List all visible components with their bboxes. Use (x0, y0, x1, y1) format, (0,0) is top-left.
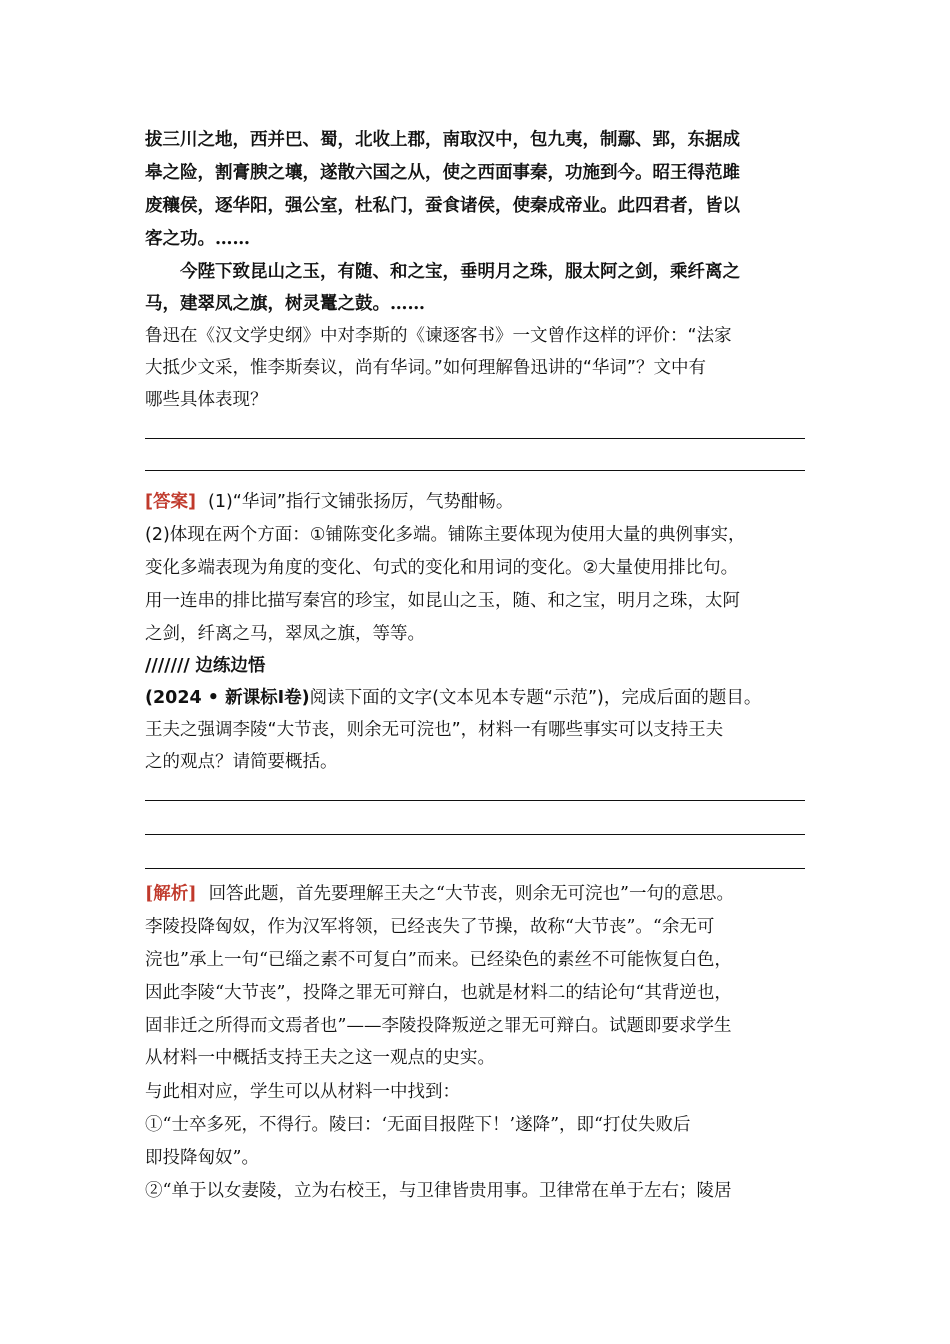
question-line: 哪些具体表现？ (145, 390, 268, 410)
answer-blank-line (145, 470, 805, 471)
question-line: 大抵少文采，惟李斯奏议，尚有华词。”如何理解鲁迅讲的“华词”？文中有 (145, 358, 706, 378)
answer-line: 之剑，纤离之马，翠凤之旗，等等。 (145, 624, 425, 644)
question-text: 阅读下面的文字(文本见本专题“示范”)，完成后面的题目。 (309, 688, 762, 708)
passage-line: 客之功。…… (145, 229, 250, 249)
passage-line: 马，建翠凤之旗，树灵鼍之鼓。…… (145, 294, 425, 314)
question-line: 王夫之强调李陵“大节丧，则余无可浣也”，材料一有哪些事实可以支持王夫 (145, 720, 724, 740)
question-source: (2024 • 新课标Ⅰ卷) (145, 688, 310, 708)
passage-line: 废穰侯，逐华阳，强公室，杜私门，蚕食诸侯，使秦成帝业。此四君者，皆以 (145, 196, 740, 216)
analysis-line: ②“单于以女妻陵，立为右校王，与卫律皆贵用事。卫律常在单于左右；陵居 (145, 1181, 732, 1201)
answer-line: (2)体现在两个方面：①铺陈变化多端。铺陈主要体现为使用大量的典例事实， (145, 525, 746, 545)
analysis-line: 浣也”承上一句“已缁之素不可复白”而来。已经染色的素丝不可能恢复白色， (145, 950, 732, 970)
section-title: 边练边悟 (195, 656, 266, 676)
passage-line: 今陛下致昆山之玉，有随、和之宝，垂明月之珠，服太阿之剑，乘纤离之 (180, 262, 740, 282)
question-line: 之的观点？请简要概括。 (145, 752, 338, 772)
answer-text: (1)“华词”指行文铺张扬厉，气势酣畅。 (208, 492, 514, 512)
analysis-line: 李陵投降匈奴，作为汉军将领，已经丧失了节操，故称“大节丧”。“余无可 (145, 917, 715, 937)
answer-line: 变化多端表现为角度的变化、句式的变化和用词的变化。②大量使用排比句。 (145, 558, 739, 578)
question-line: 鲁迅在《汉文学史纲》中对李斯的《谏逐客书》一文曾作这样的评价：“法家 (145, 326, 732, 346)
analysis-line: 因此李陵“大节丧”，投降之罪无可辩白，也就是材料二的结论句“其背逆也， (145, 983, 732, 1003)
answer-tag: [答案] (145, 492, 196, 512)
answer-line: 用一连串的排比描写秦宫的珍宝，如昆山之玉，随、和之宝，明月之珠，太阿 (145, 591, 740, 611)
question-line (145, 686, 815, 710)
section-slashes: /////// (145, 656, 190, 676)
passage-line: 拔三川之地，西并巴、蜀，北收上郡，南取汉中，包九夷，制鄢、郢，东据成 (145, 130, 740, 150)
analysis-text: 回答此题，首先要理解王夫之“大节丧，则余无可浣也”一句的意思。 (208, 884, 734, 904)
answer-blank-line (145, 438, 805, 439)
analysis-line (145, 882, 815, 906)
analysis-line: 固非迁之所得而文焉者也”——李陵投降叛逆之罪无可辩白。试题即要求学生 (145, 1016, 732, 1036)
answer-blank-line (145, 800, 805, 801)
answer-blank-line (145, 868, 805, 869)
analysis-line: ①“士卒多死，不得行。陵曰：‘无面目报陛下！’遂降”，即“打仗失败后 (145, 1115, 691, 1135)
passage-line: 皋之险，割膏腴之壤，遂散六国之从，使之西面事秦，功施到今。昭王得范雎 (145, 163, 740, 183)
section-header (145, 654, 815, 678)
analysis-line: 与此相对应，学生可以从材料一中找到： (145, 1082, 460, 1102)
answer-blank-line (145, 834, 805, 835)
analysis-tag: [解析] (145, 884, 197, 904)
analysis-line: 即投降匈奴”。 (145, 1148, 259, 1168)
answer-line (145, 490, 815, 514)
analysis-line: 从材料一中概括支持王夫之这一观点的史实。 (145, 1048, 495, 1068)
